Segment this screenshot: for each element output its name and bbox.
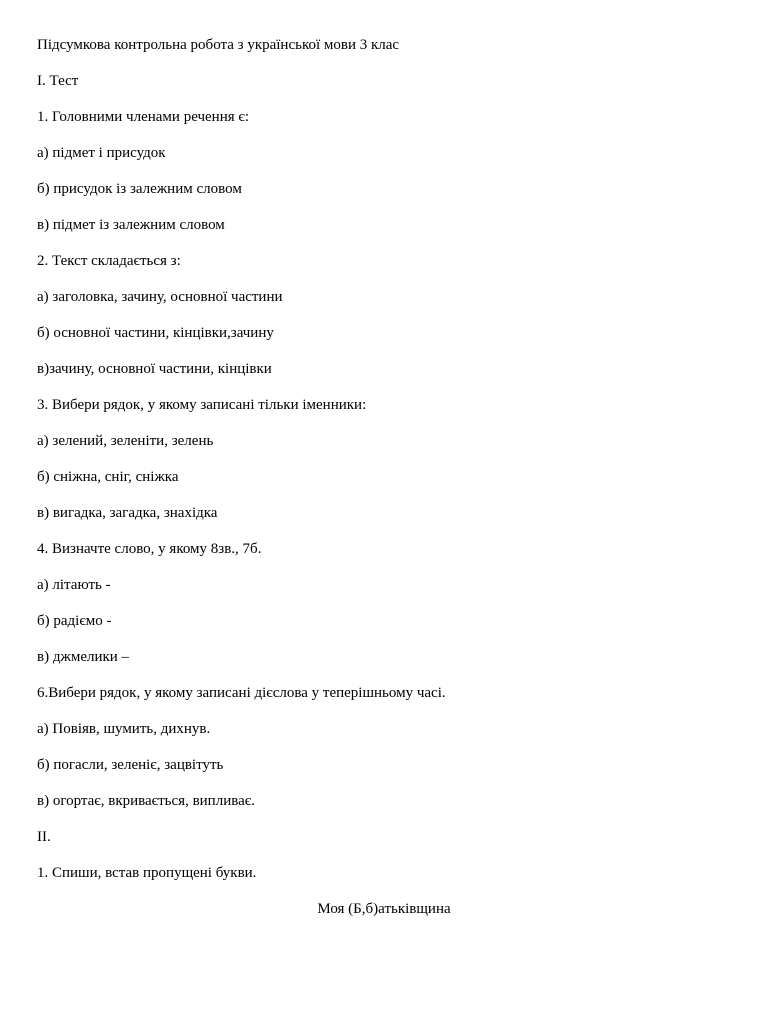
dictation-title: Моя (Б,б)атьківщина [317,901,451,917]
question-2-option-c: в)зачину, основної частини, кінцівки [37,361,272,377]
question-2-option-b: б) основної частини, кінцівки,зачину [37,325,274,341]
question-2: 2. Текст складається з: [37,253,181,269]
question-3-option-c: в) вигадка, загадка, знахідка [37,505,218,521]
section-1-heading: І. Тест [37,73,79,89]
question-1-option-a: а) підмет і присудок [37,145,166,161]
question-3-option-a: а) зелений, зеленіти, зелень [37,433,214,449]
document-title: Підсумкова контрольна робота з української мови 3 клас [37,37,400,53]
question-1-option-c: в) підмет із залежним словом [37,217,225,233]
question-6-option-b: б) погасли, зеленіє, зацвітуть [37,757,224,773]
question-4-option-b: б) радіємо - [37,613,112,629]
section-2-heading: ІІ. [37,829,51,845]
task-1: 1. Спиши, встав пропущені букви. [37,865,257,881]
question-4-option-c: в) джмелики – [37,649,130,665]
question-4: 4. Визначте слово, у якому 8зв., 7б. [37,541,262,557]
question-4-option-a: а) літають - [37,577,111,593]
question-2-option-a: а) заголовка, зачину, основної частини [37,289,283,305]
question-6-option-a: а) Повіяв, шумить, дихнув. [37,721,211,737]
question-3-option-b: б) сніжна, сніг, сніжка [37,469,179,485]
question-1-option-b: б) присудок із залежним словом [37,181,242,197]
question-1: 1. Головними членами речення є: [37,109,249,125]
question-6-option-c: в) огортає, вкривається, випливає. [37,793,255,809]
question-3: 3. Вибери рядок, у якому записані тільки іменники: [37,397,367,413]
question-6: 6.Вибери рядок, у якому записані дієслова у теперішньому часі. [37,685,446,701]
